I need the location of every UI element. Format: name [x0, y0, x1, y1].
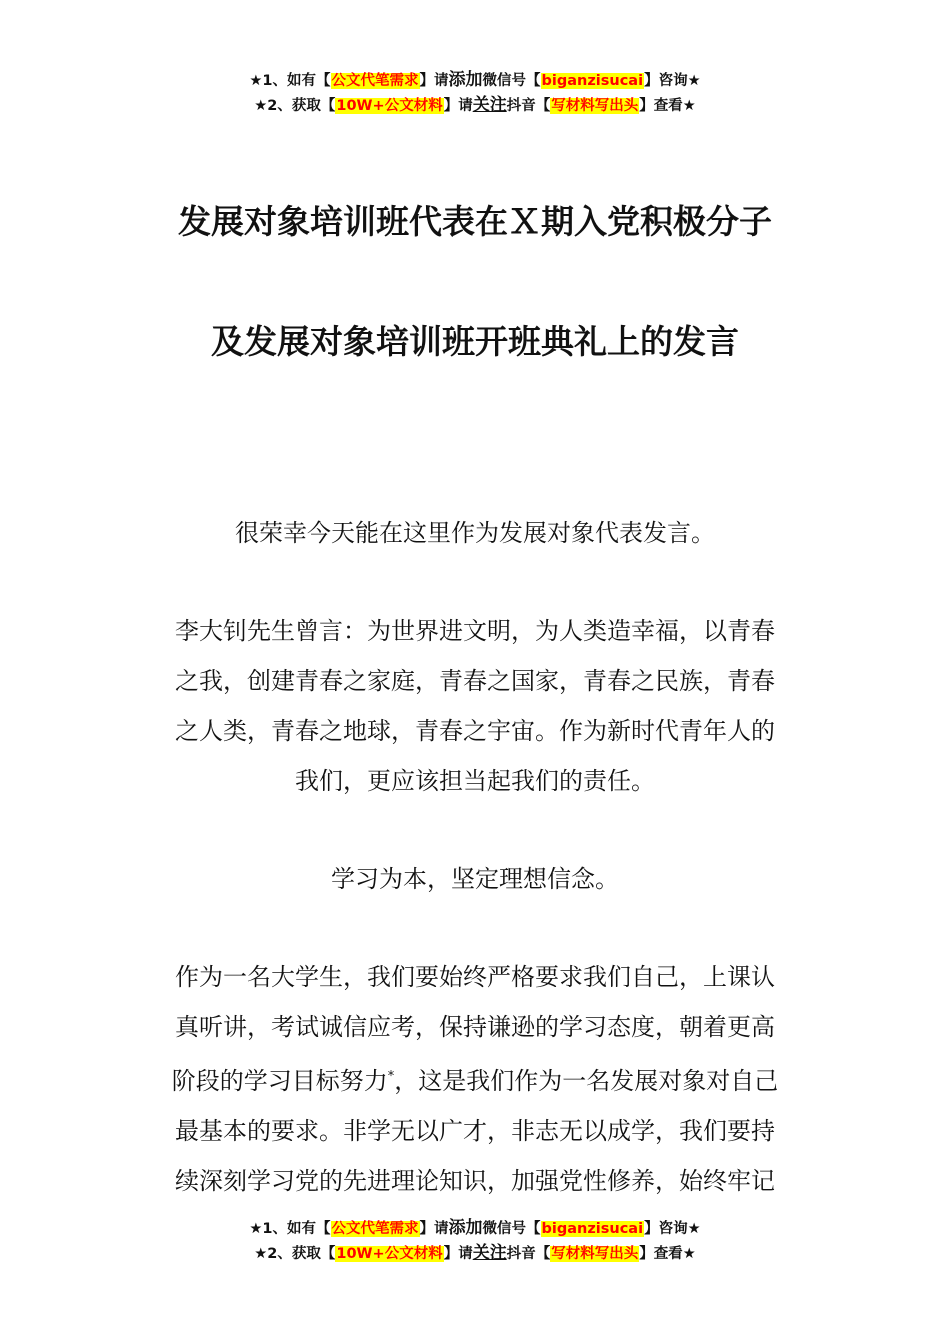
banner-text: ★1、如有【: [249, 73, 331, 89]
emphasis-follow: 关注: [472, 1243, 507, 1263]
footer-banner: [0, 1216, 950, 1266]
banner-line-1: [0, 1216, 950, 1241]
banner-line-1: [0, 68, 950, 93]
text-line: 续深刻学习党的先进理论知识，加强党性修养，始终牢记: [175, 1167, 775, 1195]
emphasis-add: 添加: [448, 70, 483, 90]
banner-text: 】请: [419, 1221, 449, 1237]
banner-line-2: [0, 1241, 950, 1266]
highlight-douyin-account: 写材料写出头: [551, 98, 639, 114]
banner-text: 微信号【: [482, 73, 541, 89]
banner-text: ★2、获取【: [254, 98, 336, 114]
text-line: 学习为本，坚定理想信念。: [331, 865, 619, 893]
paragraph-study: [150, 952, 800, 1206]
text-line: 之我，创建青春之家庭，青春之国家，青春之民族，青春: [175, 667, 775, 695]
banner-text: 】查看★: [639, 98, 696, 114]
footnote-mark: *: [387, 1069, 395, 1084]
banner-line-2: [0, 93, 950, 118]
banner-text: 】查看★: [639, 1246, 696, 1262]
paragraph-quote: [150, 606, 800, 806]
highlight-materials: 10W+公文材料: [336, 1246, 443, 1262]
header-banner: [0, 68, 950, 118]
text-line: [150, 1052, 800, 1106]
highlight-wechat-id: biganzisucai: [541, 1221, 644, 1237]
banner-text: 微信号【: [482, 1221, 541, 1237]
highlight-douyin-account: 写材料写出头: [551, 1246, 639, 1262]
text-segment: 阶段的学习目标努力: [171, 1067, 388, 1095]
banner-text: 】请: [419, 73, 449, 89]
banner-text: 】请: [443, 1246, 473, 1262]
text-line: 很荣幸今天能在这里作为发展对象代表发言。: [235, 519, 715, 547]
banner-text: ★1、如有【: [249, 1221, 331, 1237]
banner-text: 】请: [443, 98, 473, 114]
banner-text: 】咨询★: [644, 1221, 701, 1237]
highlight-service: 公文代笔需求: [331, 1221, 419, 1237]
text-line: 作为一名大学生，我们要始终严格要求我们自己，上课认: [175, 963, 775, 991]
banner-text: 抖音【: [506, 98, 551, 114]
paragraph-section-heading: [150, 854, 800, 904]
banner-text: 】咨询★: [644, 73, 701, 89]
text-line: 我们，更应该担当起我们的责任。: [295, 767, 655, 795]
paragraph-opening: [150, 508, 800, 558]
highlight-wechat-id: biganzisucai: [541, 73, 644, 89]
text-segment: ，这是我们作为一名发展对象对自己: [394, 1067, 779, 1095]
banner-text: 抖音【: [506, 1246, 551, 1262]
highlight-materials: 10W+公文材料: [336, 98, 443, 114]
highlight-service: 公文代笔需求: [331, 73, 419, 89]
text-line: 之人类，青春之地球，青春之宇宙。作为新时代青年人的: [175, 717, 775, 745]
banner-text: ★2、获取【: [254, 1246, 336, 1262]
document-title-line-1: 发展对象培训班代表在Ｘ期入党积极分子: [178, 202, 772, 241]
emphasis-add: 添加: [448, 1218, 483, 1238]
emphasis-follow: 关注: [472, 95, 507, 115]
text-line: 真听讲，考试诚信应考，保持谦逊的学习态度，朝着更高: [175, 1013, 775, 1041]
text-line: 李大钊先生曾言：为世界进文明，为人类造幸福，以青春: [175, 617, 775, 645]
document-title-line-2: 及发展对象培训班开班典礼上的发言: [211, 322, 739, 361]
text-line: 最基本的要求。非学无以广才，非志无以成学，我们要持: [175, 1117, 775, 1145]
